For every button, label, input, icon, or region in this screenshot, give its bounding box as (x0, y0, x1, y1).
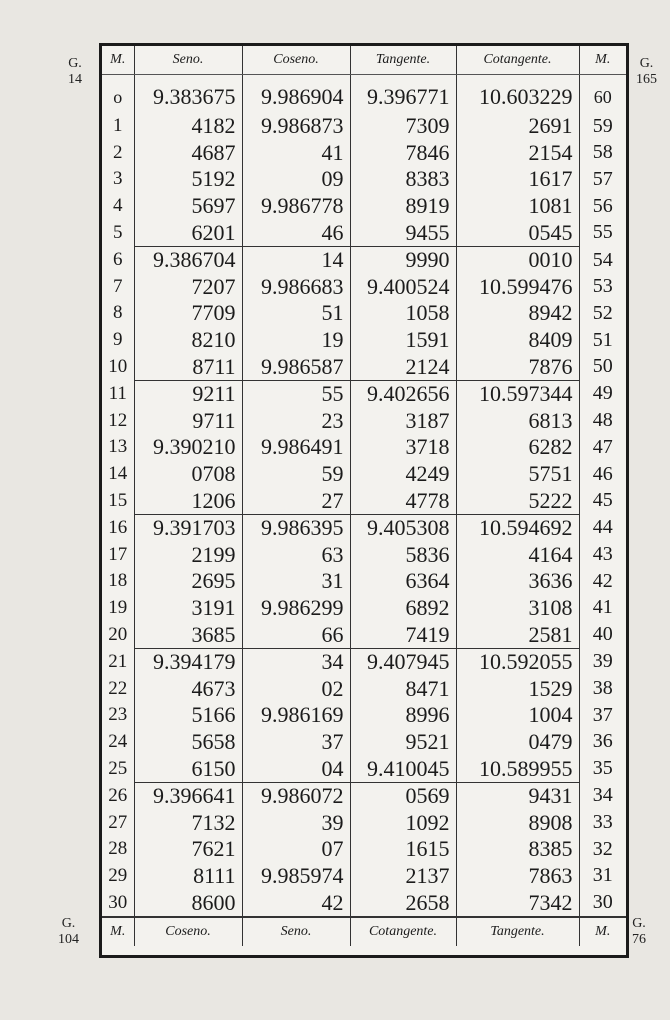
row-minute: 6 (102, 246, 134, 273)
table-header-row (102, 46, 626, 75)
sine-value: 4182 (134, 113, 242, 140)
sine-value: 5697 (134, 193, 242, 220)
sine-value: 9.396641 (134, 782, 242, 809)
cosine-value: 9.986395 (242, 514, 350, 541)
table-row (102, 193, 626, 220)
cosine-value: 9.986169 (242, 702, 350, 729)
cotangent-value: 1617 (456, 166, 579, 193)
cosine-value: 42 (242, 889, 350, 917)
row-minute: 19 (102, 595, 134, 622)
cosine-value: 51 (242, 300, 350, 327)
row-minute-complement: 52 (592, 301, 613, 324)
sine-value: 4687 (134, 140, 242, 167)
sine-value: 9.383675 (134, 75, 242, 114)
sine-value: 9211 (134, 380, 242, 407)
row-minute: 23 (102, 702, 134, 729)
sine-value: 9.394179 (134, 648, 242, 675)
tangent-value: 7309 (350, 113, 456, 140)
cosine-value: 39 (242, 809, 350, 836)
cosine-value: 34 (242, 648, 350, 675)
cotangent-value: 8385 (456, 836, 579, 863)
row-minute-complement: 57 (592, 167, 613, 190)
cotangent-value: 7342 (456, 889, 579, 917)
row-minute-complement: 49 (592, 382, 613, 405)
cotangent-value: 0010 (456, 246, 579, 273)
footer-tangent: Tangente. (456, 917, 579, 946)
table-row (102, 568, 626, 595)
cotangent-value: 5751 (456, 461, 579, 488)
corner-degree-bottom-right: G. 76 (632, 916, 646, 947)
cosine-value: 31 (242, 568, 350, 595)
cotangent-value: 4164 (456, 542, 579, 569)
cosine-value: 9.986904 (242, 75, 350, 114)
row-minute: 26 (102, 782, 134, 809)
header-sine: Seno. (134, 46, 242, 75)
row-minute: 13 (102, 434, 134, 461)
footer-minutes: M. (102, 917, 134, 946)
cosine-value: 9.986778 (242, 193, 350, 220)
cotangent-value: 10.592055 (456, 648, 579, 675)
cosine-value: 9.986873 (242, 113, 350, 140)
footer-cosine: Coseno. (134, 917, 242, 946)
row-minute-complement: 32 (592, 837, 613, 860)
cosine-value: 66 (242, 621, 350, 648)
table-row (102, 702, 626, 729)
tangent-value: 6364 (350, 568, 456, 595)
sine-value: 7132 (134, 809, 242, 836)
row-minute: o (102, 75, 134, 114)
cosine-value: 46 (242, 219, 350, 246)
tangent-value: 8383 (350, 166, 456, 193)
sine-value: 0708 (134, 461, 242, 488)
row-minute: 16 (102, 514, 134, 541)
header-minutes: M. (102, 46, 134, 75)
cosine-value: 9.986683 (242, 274, 350, 301)
table-row (102, 863, 626, 890)
table-row (102, 166, 626, 193)
sine-value: 2199 (134, 542, 242, 569)
tangent-value: 1591 (350, 327, 456, 354)
table-row (102, 782, 626, 809)
row-minute: 22 (102, 675, 134, 702)
sine-value: 9711 (134, 408, 242, 435)
logarithm-table (102, 46, 626, 946)
row-minute: 3 (102, 166, 134, 193)
sine-value: 5166 (134, 702, 242, 729)
row-minute: 4 (102, 193, 134, 220)
row-minute: 12 (102, 408, 134, 435)
sine-value: 7709 (134, 300, 242, 327)
tangent-value: 9990 (350, 246, 456, 273)
sine-value: 6150 (134, 755, 242, 782)
row-minute-complement: 46 (592, 462, 613, 485)
log-table-frame (99, 43, 629, 958)
cotangent-value: 10.589955 (456, 755, 579, 782)
table-row (102, 353, 626, 380)
tangent-value: 2658 (350, 889, 456, 917)
row-minute: 18 (102, 568, 134, 595)
sine-value: 8111 (134, 863, 242, 890)
row-minute: 24 (102, 729, 134, 756)
row-minute-complement: 39 (592, 650, 613, 673)
corner-degree-top-right: G. 165 (636, 56, 657, 87)
tangent-value: 9.402656 (350, 380, 456, 407)
table-row (102, 675, 626, 702)
table-row (102, 487, 626, 514)
sine-value: 1206 (134, 487, 242, 514)
tangent-value: 2124 (350, 353, 456, 380)
tangent-value: 7846 (350, 140, 456, 167)
sine-value: 8210 (134, 327, 242, 354)
table-row (102, 836, 626, 863)
row-minute-complement: 58 (592, 141, 613, 164)
cotangent-value: 10.597344 (456, 380, 579, 407)
row-minute-complement: 37 (592, 703, 613, 726)
cotangent-value: 0545 (456, 219, 579, 246)
tangent-value: 4249 (350, 461, 456, 488)
row-minute-complement: 48 (592, 409, 613, 432)
tangent-value: 9.410045 (350, 755, 456, 782)
footer-cotangent: Cotangente. (350, 917, 456, 946)
table-row (102, 219, 626, 246)
row-minute: 5 (102, 219, 134, 246)
row-minute-complement: 43 (592, 543, 613, 566)
table-row (102, 461, 626, 488)
row-minute: 9 (102, 327, 134, 354)
tangent-value: 3187 (350, 408, 456, 435)
table-row (102, 380, 626, 407)
row-minute: 8 (102, 300, 134, 327)
cotangent-value: 8942 (456, 300, 579, 327)
table-row (102, 113, 626, 140)
row-minute: 27 (102, 809, 134, 836)
row-minute: 15 (102, 487, 134, 514)
cosine-value: 9.986587 (242, 353, 350, 380)
cotangent-value: 2154 (456, 140, 579, 167)
cotangent-value: 9431 (456, 782, 579, 809)
row-minute-complement: 34 (592, 784, 613, 807)
table-row (102, 621, 626, 648)
row-minute-complement: 50 (592, 355, 613, 378)
tangent-value: 0569 (350, 782, 456, 809)
sine-value: 6201 (134, 219, 242, 246)
row-minute: 29 (102, 863, 134, 890)
row-minute: 11 (102, 380, 134, 407)
table-row (102, 648, 626, 675)
cotangent-value: 3108 (456, 595, 579, 622)
tangent-value: 1615 (350, 836, 456, 863)
tangent-value: 8471 (350, 675, 456, 702)
sine-value: 8711 (134, 353, 242, 380)
cosine-value: 23 (242, 408, 350, 435)
row-minute-complement: 42 (592, 569, 613, 592)
row-minute-complement: 47 (592, 435, 613, 458)
header-cosine: Coseno. (242, 46, 350, 75)
cosine-value: 07 (242, 836, 350, 863)
table-row (102, 300, 626, 327)
row-minute-complement: 31 (592, 864, 613, 887)
row-minute-complement: 54 (592, 248, 613, 271)
tangent-value: 1092 (350, 809, 456, 836)
table-row (102, 246, 626, 273)
row-minute-complement: 30 (592, 891, 613, 914)
header-minutes-right: M. (579, 46, 626, 75)
table-row (102, 327, 626, 354)
cotangent-value: 8409 (456, 327, 579, 354)
row-minute-complement: 51 (592, 328, 613, 351)
table-row (102, 140, 626, 167)
tangent-value: 3718 (350, 434, 456, 461)
tangent-value: 4778 (350, 487, 456, 514)
cotangent-value: 7876 (456, 353, 579, 380)
footer-sine: Seno. (242, 917, 350, 946)
row-minute-complement: 53 (592, 275, 613, 298)
table-row (102, 755, 626, 782)
cosine-value: 09 (242, 166, 350, 193)
table-body (102, 75, 626, 917)
corner-degree-bottom-left: G. 104 (58, 916, 79, 947)
sine-value: 9.390210 (134, 434, 242, 461)
row-minute: 30 (102, 889, 134, 917)
cotangent-value: 6282 (456, 434, 579, 461)
cotangent-value: 1081 (456, 193, 579, 220)
cosine-value: 55 (242, 380, 350, 407)
cosine-value: 14 (242, 246, 350, 273)
table-row (102, 542, 626, 569)
table-row (102, 514, 626, 541)
row-minute-complement: 56 (592, 194, 613, 217)
row-minute: 14 (102, 461, 134, 488)
cosine-value: 9.986299 (242, 595, 350, 622)
sine-value: 8600 (134, 889, 242, 917)
cotangent-value: 8908 (456, 809, 579, 836)
cotangent-value: 10.594692 (456, 514, 579, 541)
row-minute: 21 (102, 648, 134, 675)
tangent-value: 1058 (350, 300, 456, 327)
table-row (102, 595, 626, 622)
sine-value: 3191 (134, 595, 242, 622)
row-minute-complement: 59 (592, 114, 613, 137)
cosine-value: 37 (242, 729, 350, 756)
row-minute: 17 (102, 542, 134, 569)
cosine-value: 9.985974 (242, 863, 350, 890)
cosine-value: 59 (242, 461, 350, 488)
cotangent-value: 6813 (456, 408, 579, 435)
cosine-value: 02 (242, 675, 350, 702)
tangent-value: 6892 (350, 595, 456, 622)
tangent-value: 9.400524 (350, 274, 456, 301)
row-minute: 2 (102, 140, 134, 167)
footer-minutes-right: M. (579, 917, 626, 946)
header-cotangent: Cotangente. (456, 46, 579, 75)
row-minute-complement: 38 (592, 677, 613, 700)
cosine-value: 04 (242, 755, 350, 782)
sine-value: 7207 (134, 274, 242, 301)
tangent-value: 9.396771 (350, 75, 456, 114)
cotangent-value: 10.603229 (456, 75, 579, 114)
row-minute: 20 (102, 621, 134, 648)
row-minute-complement: 35 (592, 757, 613, 780)
cotangent-value: 5222 (456, 487, 579, 514)
sine-value: 2695 (134, 568, 242, 595)
cotangent-value: 0479 (456, 729, 579, 756)
table-row (102, 729, 626, 756)
tangent-value: 8919 (350, 193, 456, 220)
table-row (102, 75, 626, 114)
table-row (102, 408, 626, 435)
row-minute-complement: 41 (592, 596, 613, 619)
row-minute: 28 (102, 836, 134, 863)
row-minute-complement: 55 (592, 221, 613, 244)
cosine-value: 63 (242, 542, 350, 569)
table-row (102, 889, 626, 917)
tangent-value: 8996 (350, 702, 456, 729)
row-minute-complement: 45 (592, 489, 613, 512)
cotangent-value: 10.599476 (456, 274, 579, 301)
row-minute-complement: 40 (592, 623, 613, 646)
cotangent-value: 3636 (456, 568, 579, 595)
corner-degree-top-left: G. 14 (68, 56, 82, 87)
row-minute: 25 (102, 755, 134, 782)
sine-value: 3685 (134, 621, 242, 648)
cotangent-value: 2581 (456, 621, 579, 648)
sine-value: 4673 (134, 675, 242, 702)
sine-value: 9.386704 (134, 246, 242, 273)
sine-value: 5192 (134, 166, 242, 193)
header-tangent: Tangente. (350, 46, 456, 75)
table-footer-row (102, 917, 626, 946)
row-minute-complement: 33 (592, 811, 613, 834)
cotangent-value: 2691 (456, 113, 579, 140)
cotangent-value: 1529 (456, 675, 579, 702)
row-minute-complement: 44 (592, 516, 613, 539)
row-minute: 1 (102, 113, 134, 140)
tangent-value: 9455 (350, 219, 456, 246)
row-minute-complement: 60 (593, 86, 612, 107)
table-row (102, 274, 626, 301)
sine-value: 5658 (134, 729, 242, 756)
cosine-value: 9.986491 (242, 434, 350, 461)
table-row (102, 434, 626, 461)
tangent-value: 7419 (350, 621, 456, 648)
row-minute: 7 (102, 274, 134, 301)
sine-value: 7621 (134, 836, 242, 863)
tangent-value: 2137 (350, 863, 456, 890)
row-minute-complement: 36 (592, 730, 613, 753)
tangent-value: 9521 (350, 729, 456, 756)
table-row (102, 809, 626, 836)
cosine-value: 19 (242, 327, 350, 354)
tangent-value: 5836 (350, 542, 456, 569)
tangent-value: 9.407945 (350, 648, 456, 675)
cotangent-value: 7863 (456, 863, 579, 890)
cosine-value: 27 (242, 487, 350, 514)
sine-value: 9.391703 (134, 514, 242, 541)
cosine-value: 9.986072 (242, 782, 350, 809)
cosine-value: 41 (242, 140, 350, 167)
row-minute: 10 (102, 353, 134, 380)
tangent-value: 9.405308 (350, 514, 456, 541)
cotangent-value: 1004 (456, 702, 579, 729)
